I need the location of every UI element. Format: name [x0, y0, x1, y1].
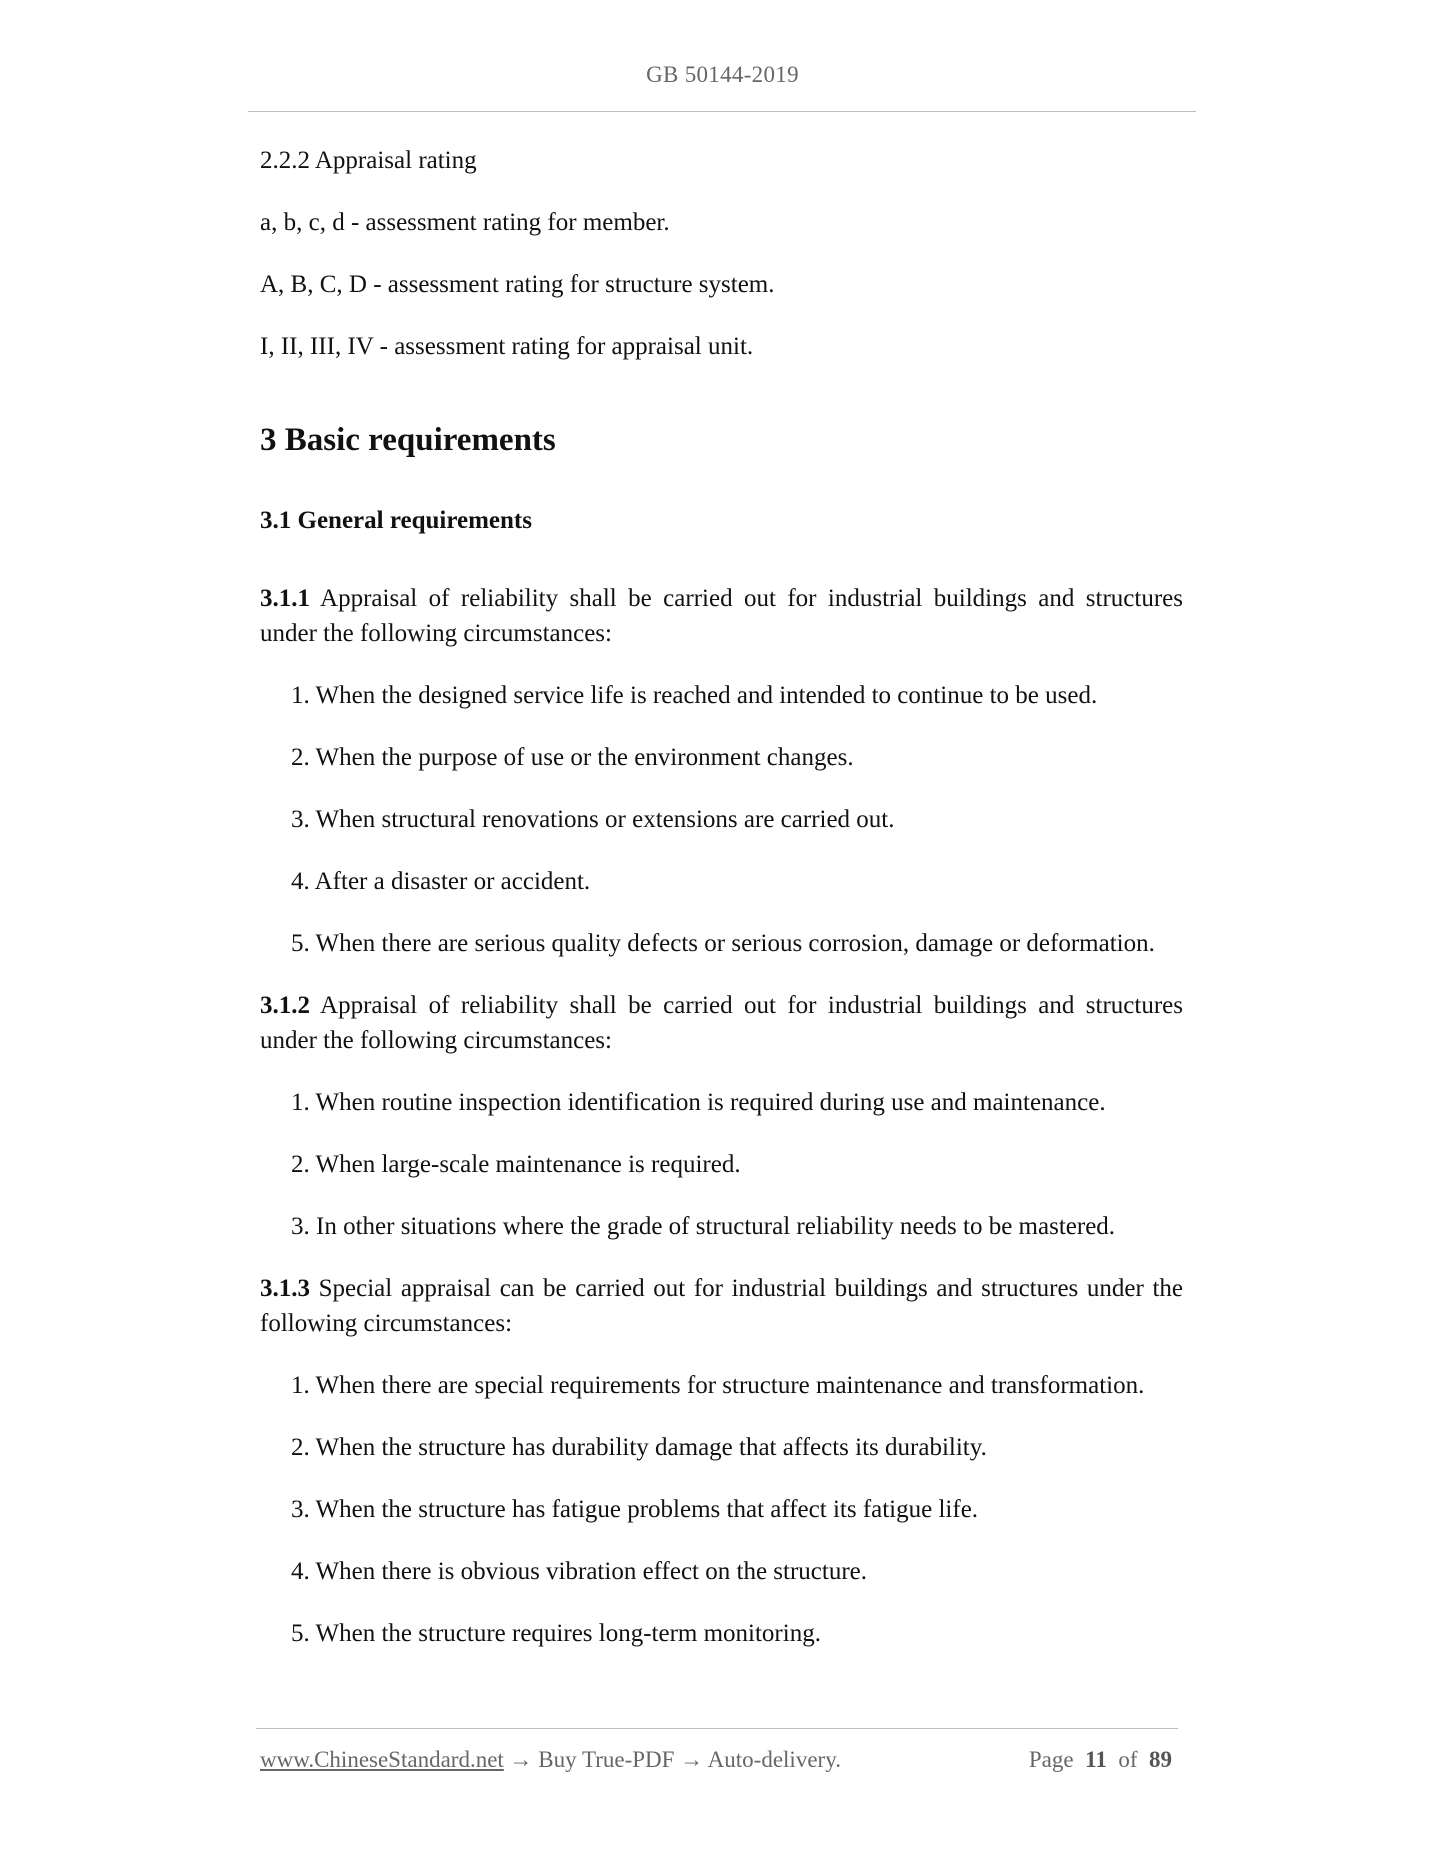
page-label: Page — [1028, 1747, 1074, 1772]
document-body — [260, 143, 1183, 1678]
of-label: of — [1118, 1747, 1138, 1772]
list-item: 1. When the designed service life is reached and intended to continue to be used. — [291, 682, 1098, 709]
page-number — [1029, 1747, 1172, 1773]
auto-delivery-text: Auto-delivery. — [707, 1747, 841, 1772]
clause-text: Appraisal of reliability shall be carried out for industrial buildings and structures under the following circumstances: — [260, 585, 1183, 647]
clause-3-1-1 — [260, 581, 1183, 651]
clause-3-1-3-list — [260, 1368, 1183, 1651]
section-title: 3.1 General requirements — [260, 507, 532, 534]
list-item: 4. After a disaster or accident. — [291, 868, 591, 895]
list-item: 4. When there is obvious vibration effect on the structure. — [291, 1558, 868, 1585]
website-link[interactable]: www.ChineseStandard.net — [260, 1747, 504, 1772]
list-item: 3. When structural renovations or extensions are carried out. — [291, 806, 895, 833]
list-item: 3. In other situations where the grade of structural reliability needs to be mastered. — [291, 1213, 1116, 1240]
list-item: 5. When there are serious quality defects or serious corrosion, damage or deformation. — [291, 930, 1155, 957]
list-item: 2. When large-scale maintenance is required. — [291, 1151, 741, 1178]
footer-promo — [260, 1747, 841, 1773]
clause-3-1-3 — [260, 1271, 1183, 1341]
list-item: 1. When there are special requirements for structure maintenance and transformation. — [291, 1372, 1145, 1399]
symbols-heading: 2.2.2 Appraisal rating — [260, 147, 477, 174]
page-current: 11 — [1085, 1747, 1107, 1772]
clause-number: 3.1.1 — [260, 585, 310, 612]
list-item: 2. When the purpose of use or the environment changes. — [291, 744, 854, 771]
symbol-line: I, II, III, IV - assessment rating for appraisal unit. — [260, 333, 754, 360]
list-item: 2. When the structure has durability damage that affects its durability. — [291, 1434, 987, 1461]
clause-3-1-1-list — [260, 678, 1183, 961]
chapter-title: 3 Basic requirements — [260, 422, 556, 458]
list-item: 5. When the structure requires long-term monitoring. — [291, 1620, 821, 1647]
list-item: 1. When routine inspection identification is required during use and maintenance. — [291, 1089, 1106, 1116]
buy-pdf-text: Buy True-PDF — [538, 1747, 675, 1772]
clause-text: Appraisal of reliability shall be carried out for industrial buildings and structures under the following circumstances: — [260, 992, 1183, 1054]
arrow-right-icon: → — [680, 1747, 704, 1772]
footer-divider — [256, 1728, 1178, 1729]
clause-text: Special appraisal can be carried out for industrial buildings and structures under the following circumstances: — [260, 1275, 1183, 1337]
header-divider — [248, 111, 1196, 112]
arrow-right-icon: → — [509, 1747, 533, 1772]
page-total: 89 — [1149, 1747, 1172, 1772]
symbol-line: a, b, c, d - assessment rating for member. — [260, 209, 670, 236]
page-header: GB 50144-2019 — [646, 62, 799, 87]
clause-number: 3.1.2 — [260, 992, 310, 1019]
list-item: 3. When the structure has fatigue problems that affect its fatigue life. — [291, 1496, 979, 1523]
clause-3-1-2-list — [260, 1085, 1183, 1244]
symbol-line: A, B, C, D - assessment rating for structure system. — [260, 271, 775, 298]
clause-3-1-2 — [260, 988, 1183, 1058]
clause-number: 3.1.3 — [260, 1275, 310, 1302]
